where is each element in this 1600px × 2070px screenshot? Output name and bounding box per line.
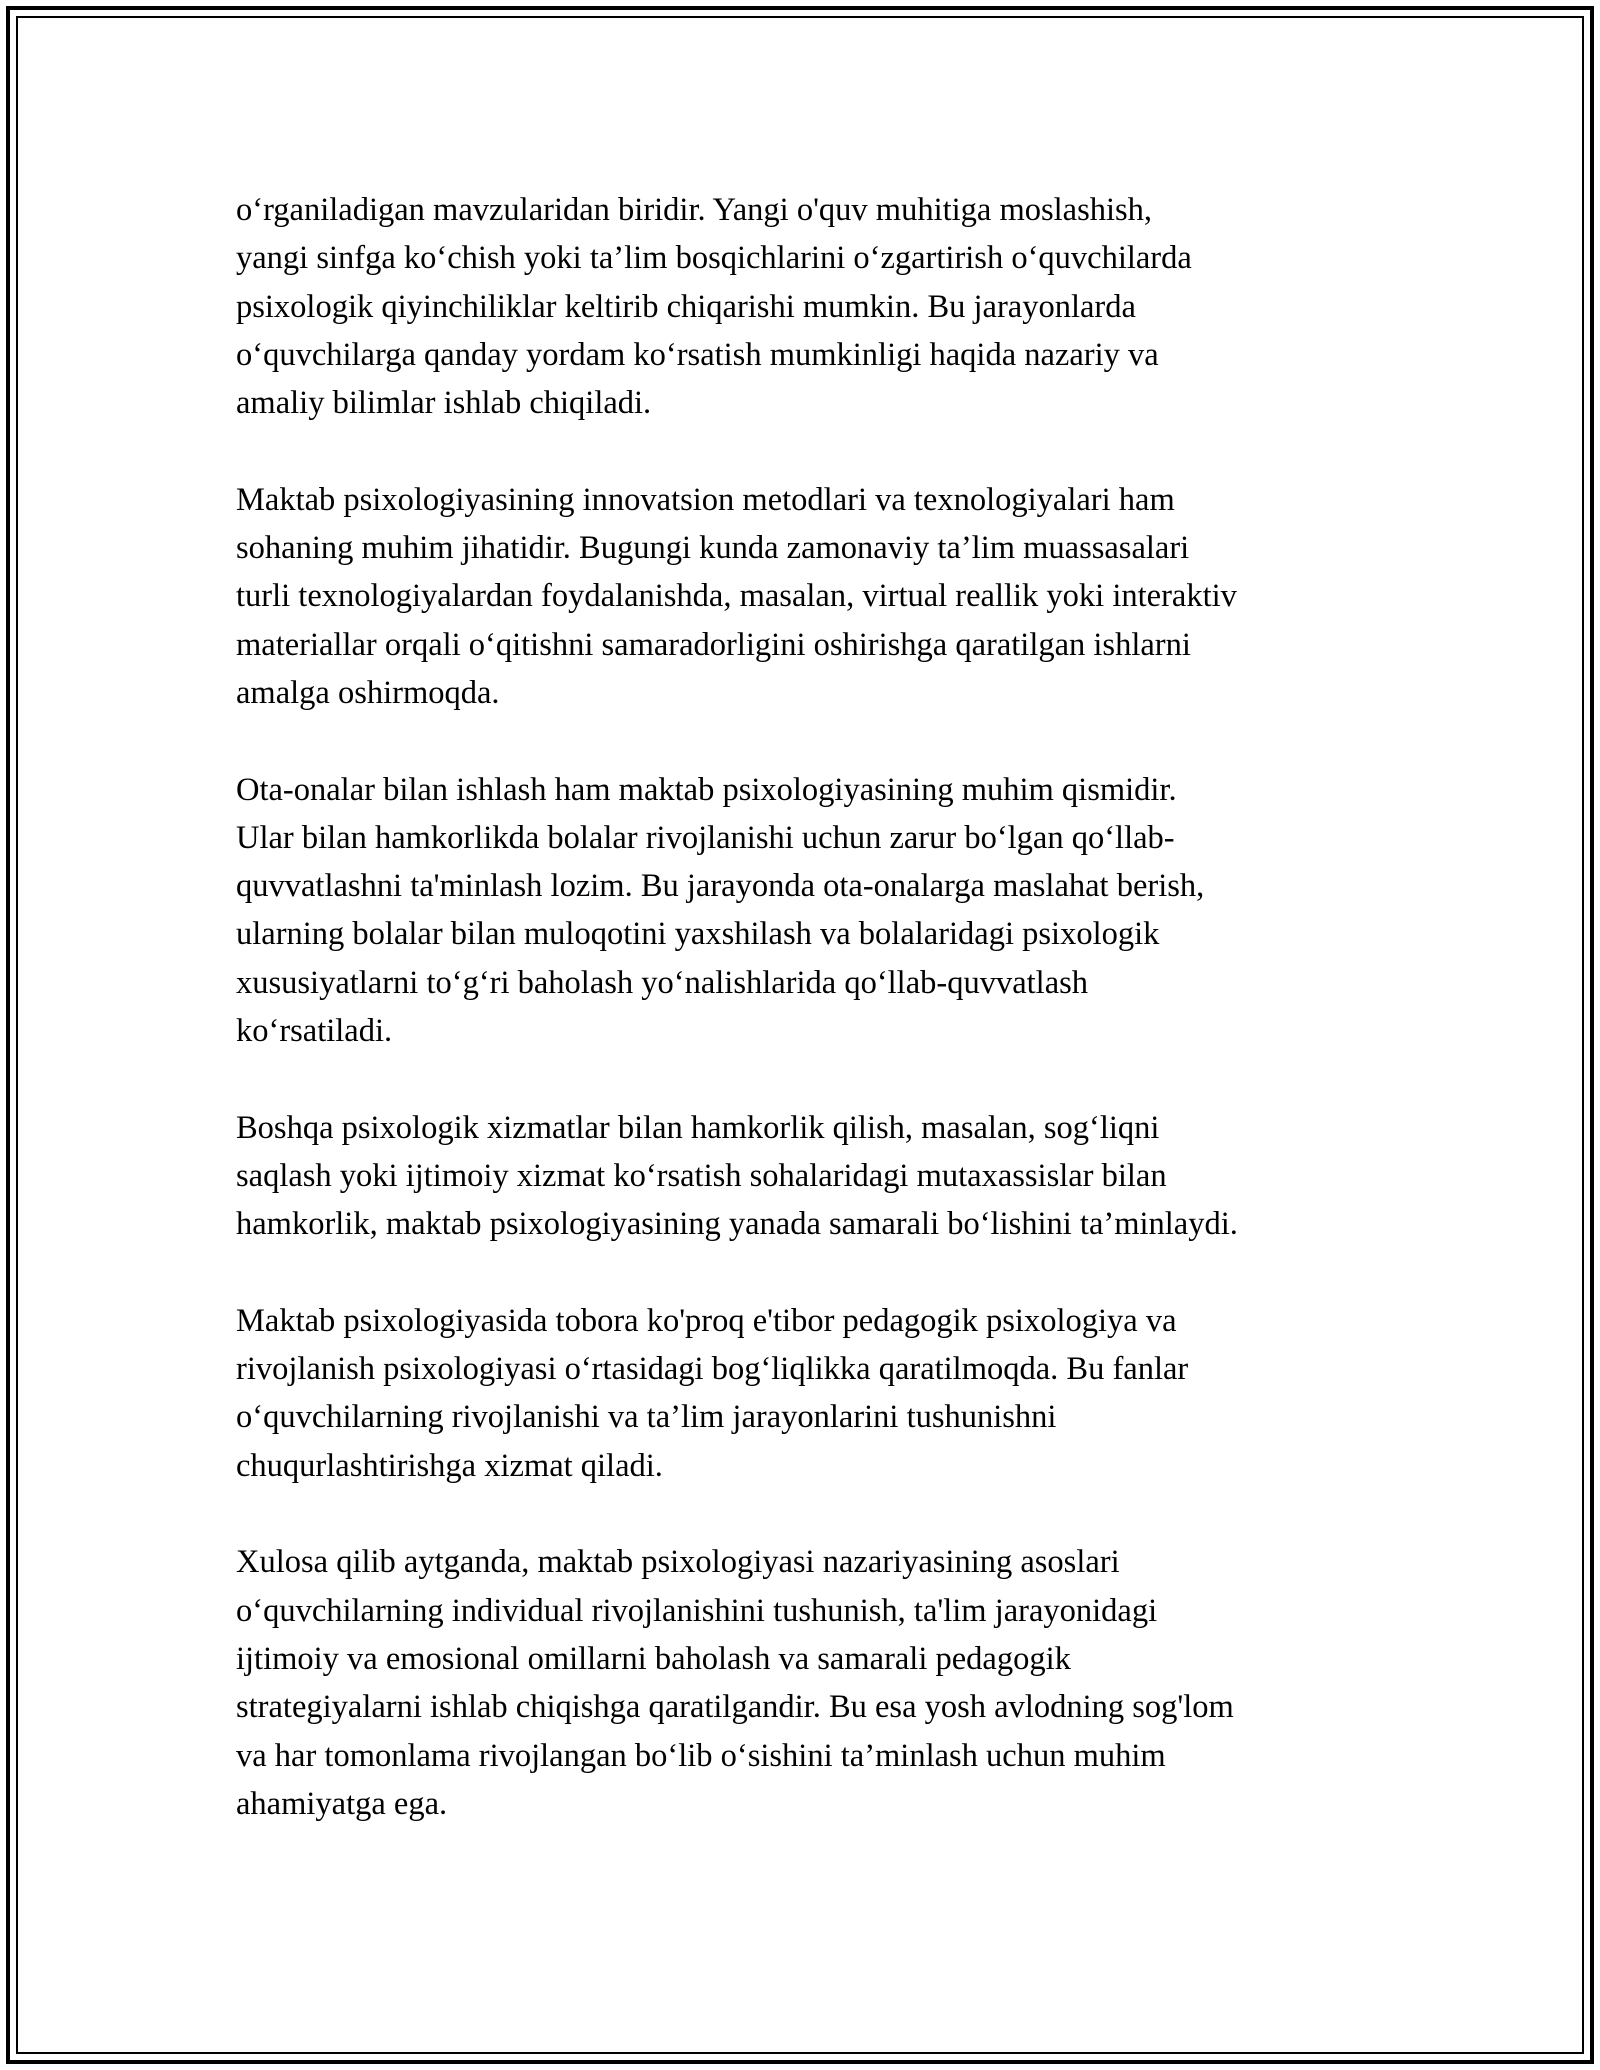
paragraph-3: Ota-onalar bilan ishlash ham maktab psixologiyasining muhim qismidir. Ular bilan hamkorlikda bolalar rivojlanishi uchun zarur bo‘lgan qo‘llab- quvvatlashni ta'minlash lozim. Bu jarayonda ota-onalarga maslahat berish, ularning bolalar bilan muloqotini yaxshilash va bolalaridagi psixologik xususiyatlarni to‘g‘ri baholash yo‘nalishlarida qo‘llab-quvvatlash ko‘rsatiladi. bbox=[236, 771, 1205, 1050]
paragraph-6: Xulosa qilib aytganda, maktab psixologiyasi nazariyasining asoslari o‘quvchilarning individual rivojlanishini tushunish, ta'lim jarayonidagi ijtimoiy va emosional omillarni baholash va samarali pedagogik strategiyalarni ishlab chiqishga qaratilgandir. Bu esa yosh avlodning sog'lom va har tomonlama rivojlangan bo‘lib o‘sishini ta’minlash uchun muhim ahamiyatga ega. bbox=[236, 1544, 1234, 1822]
paragraph-4: Boshqa psixologik xizmatlar bilan hamkorlik qilish, masalan, sog‘liqni saqlash yoki ijtimoiy xizmat ko‘rsatish sohalaridagi mutaxassislar bilan hamkorlik, maktab psixologiyasining yanada samarali bo‘lishini ta’minlaydi. bbox=[236, 1109, 1238, 1243]
paragraph-2: Maktab psixologiyasining innovatsion metodlari va texnologiyalari ham sohaning muhim jihatidir. Bugungi kunda zamonaviy ta’lim muassasalari turli texnologiyalardan foydalanishda, masalan, virtual reallik yoki interaktiv materiallar orqali o‘qitishni samaradorligini oshirishga qaratilgan ishlarni amalga oshirmoqda. bbox=[236, 481, 1237, 711]
document-body bbox=[236, 186, 1386, 1828]
paragraph-1: o‘rganiladigan mavzularidan biridir. Yangi o'quv muhitiga moslashish, yangi sinfga ko‘chish yoki ta’lim bosqichlarini o‘zgartirish o‘quvchilarda psixologik qiyinchiliklar keltirib chiqarishi mumkin. Bu jarayonlarda o‘quvchilarga qanday yordam ko‘rsatish mumkinligi haqida nazariy va amaliy bilimlar ishlab chiqiladi. bbox=[236, 192, 1192, 422]
paragraph-5: Maktab psixologiyasida tobora ko'proq e'tibor pedagogik psixologiya va rivojlanish psixologiyasi o‘rtasidagi bog‘liqlikka qaratilmoqda. Bu fanlar o‘quvchilarning rivojlanishi va ta’lim jarayonlarini tushunishni chuqurlashtirishga xizmat qiladi. bbox=[236, 1302, 1189, 1484]
